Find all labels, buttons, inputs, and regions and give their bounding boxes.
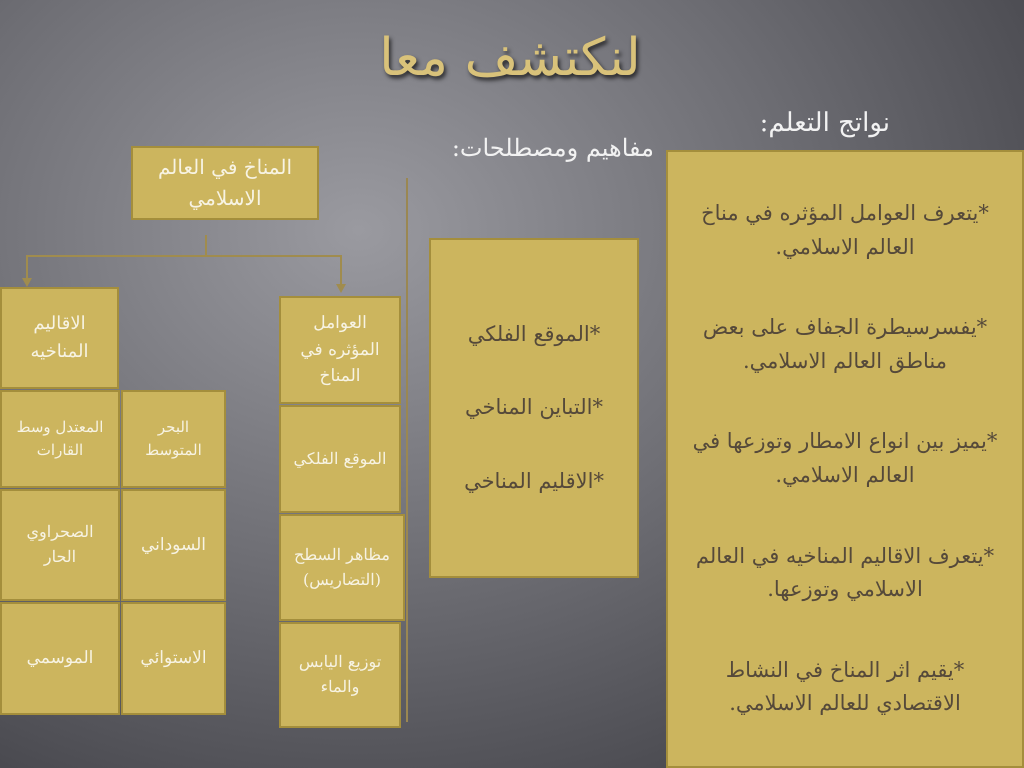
outcomes-box [666,150,1024,768]
factor-item [279,405,401,513]
outcomes-heading: نواتج التعلم: [759,108,890,138]
root-node-label: المناخ في العالم الاسلامي [158,155,292,210]
region-item [121,390,226,488]
region-item [0,390,120,488]
region-item-label: السوداني [140,534,207,555]
divider-line [406,178,408,722]
outcome-item: *يفسرسيطرة الجفاف على بعض مناطق العالم الاسلامي. [702,315,988,373]
slide-title: لنكتشف معا [379,28,641,88]
region-item [0,602,120,715]
root-connector [205,235,207,255]
region-item-label: المعتدل وسط القارات [16,417,104,459]
regions-node-label: الاقاليم المناخيه [30,313,89,362]
left-arrow-line [26,255,28,279]
factor-item-label: الموقع الفلكي [293,448,387,468]
concepts-box [429,238,639,578]
factors-node-label: العوامل المؤثره في المناخ [300,313,380,387]
region-item [121,602,226,715]
regions-node [0,287,119,389]
branch-connector [26,255,342,257]
concepts-heading: مفاهيم ومصطلحات: [451,134,654,162]
concept-item: *الموقع الفلكي [467,321,601,346]
outcome-item: *يميز بين انواع الامطار وتوزعها في العالم الاسلامي. [692,429,998,487]
factor-item [279,622,401,728]
region-item-label: الموسمي [26,648,94,669]
factor-item [279,514,405,621]
factors-node [279,296,401,404]
factor-item-label: مظاهر السطح (التضاريس) [294,544,390,589]
region-item-label: الصحراوي الحار [26,522,94,566]
factor-item-label: توزيع اليابس والماء [298,652,382,696]
right-arrow-line [340,255,342,285]
region-item [121,489,226,601]
region-item-label: البحر المتوسط [145,417,202,459]
left-arrow-head [22,278,32,287]
right-arrow-head [336,284,346,293]
outcome-item: *يقيم اثر المناخ في النشاط الاقتصادي للعالم الاسلامي. [725,657,965,716]
root-node [131,146,319,220]
region-item-label: الاستوائي [140,648,207,669]
region-item [0,489,120,601]
concept-item: *الاقليم المناخي [464,468,604,493]
concept-item: *التباين المناخي [465,395,603,420]
outcome-item: *يتعرف الاقاليم المناخيه في العالم الاسلامي وتوزعها. [695,543,995,602]
outcome-item: *يتعرف العوامل المؤثره في مناخ العالم الاسلامي. [701,201,989,259]
